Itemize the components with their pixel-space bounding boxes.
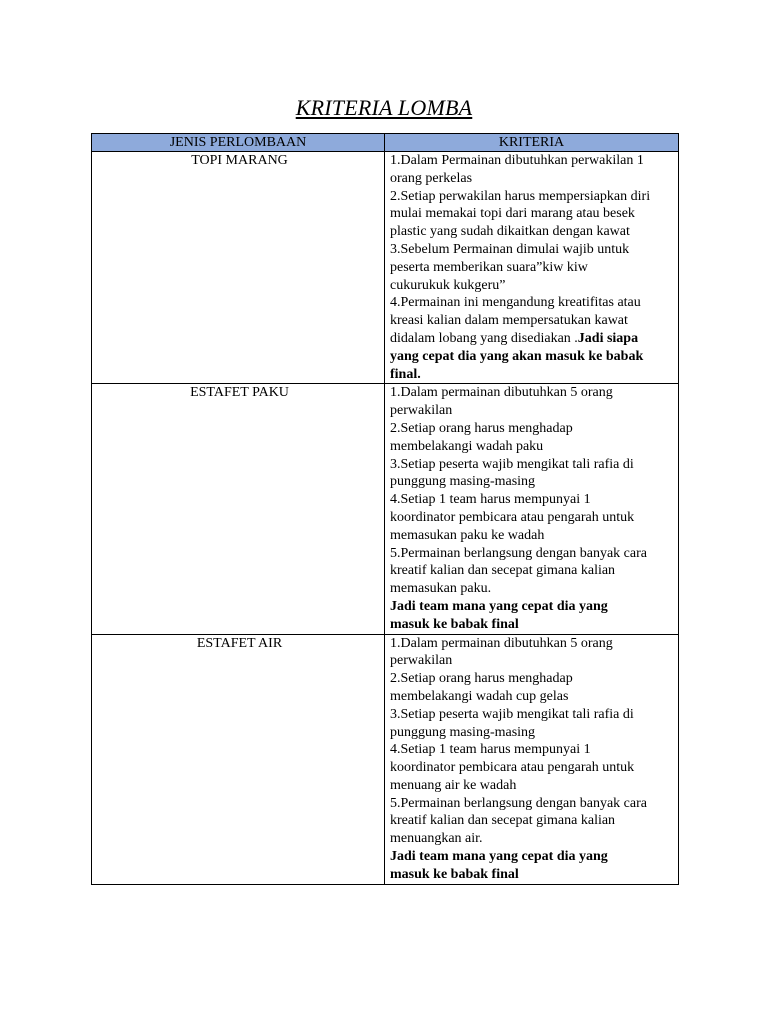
criteria-text: 2.Setiap perwakilan harus mempersiapkan diri xyxy=(390,188,651,204)
criteria-cell xyxy=(385,634,679,884)
criteria-text: 5.Permainan berlangsung dengan banyak cara xyxy=(390,795,647,811)
criteria-line xyxy=(390,259,676,277)
criteria-line xyxy=(390,562,676,580)
column-header-jenis-perlombaan: JENIS PERLOMBAAN xyxy=(92,134,385,152)
criteria-text: 2.Setiap orang harus menghadap xyxy=(390,420,573,436)
criteria-text-bold: yang cepat dia yang akan masuk ke babak xyxy=(390,348,644,364)
criteria-text: 3.Setiap peserta wajib mengikat tali rafia di xyxy=(390,706,634,722)
criteria-line xyxy=(390,527,676,545)
criteria-line xyxy=(390,812,676,830)
criteria-line xyxy=(390,830,676,848)
criteria-line xyxy=(390,277,676,295)
criteria-text: 3.Sebelum Permainan dimulai wajib untuk xyxy=(390,241,630,257)
table-header-row xyxy=(92,134,679,152)
criteria-line xyxy=(390,152,676,170)
criteria-text-bold: Jadi team mana yang cepat dia yang xyxy=(390,849,608,865)
criteria-line xyxy=(390,456,676,474)
criteria-text: orang perkelas xyxy=(390,170,473,186)
criteria-text-bold: masuk ke babak final xyxy=(390,866,519,882)
criteria-text: membelakangi wadah paku xyxy=(390,438,544,454)
criteria-text: 1.Dalam permainan dibutuhkan 5 orang xyxy=(390,635,613,651)
criteria-line xyxy=(390,635,676,653)
criteria-line xyxy=(390,420,676,438)
criteria-line xyxy=(390,598,676,616)
criteria-line xyxy=(390,438,676,456)
criteria-line xyxy=(390,688,676,706)
criteria-text-bold: final. xyxy=(390,366,421,382)
criteria-line xyxy=(390,652,676,670)
criteria-text: memasukan paku. xyxy=(390,581,492,597)
criteria-cell xyxy=(385,384,679,634)
criteria-line xyxy=(390,759,676,777)
criteria-text: menuangkan air. xyxy=(390,831,483,847)
criteria-line xyxy=(390,402,676,420)
page-title: KRITERIA LOMBA xyxy=(295,95,473,120)
criteria-line xyxy=(390,241,676,259)
criteria-text: peserta memberikan suara”kiw kiw xyxy=(390,259,588,275)
criteria-text: 2.Setiap orang harus menghadap xyxy=(390,671,573,687)
criteria-line xyxy=(390,509,676,527)
criteria-line xyxy=(390,312,676,330)
criteria-line xyxy=(390,795,676,813)
criteria-line xyxy=(390,223,676,241)
competition-type-cell: TOPI MARANG xyxy=(92,152,385,384)
criteria-text-bold: masuk ke babak final xyxy=(390,616,519,632)
criteria-text: kreasi kalian dalam mempersatukan kawat xyxy=(390,313,628,329)
criteria-text: didalam lobang yang disediakan . xyxy=(390,330,578,346)
criteria-line xyxy=(390,580,676,598)
criteria-line xyxy=(390,348,676,366)
criteria-text-bold: Jadi team mana yang cepat dia yang xyxy=(390,598,608,614)
criteria-line xyxy=(390,294,676,312)
table-row xyxy=(92,634,679,884)
criteria-text: 4.Setiap 1 team harus mempunyai 1 xyxy=(390,492,591,508)
criteria-line xyxy=(390,866,676,884)
criteria-text-bold: Jadi siapa xyxy=(577,330,639,346)
criteria-line xyxy=(390,741,676,759)
criteria-text: mulai memakai topi dari marang atau besek xyxy=(390,206,635,222)
criteria-text: membelakangi wadah cup gelas xyxy=(390,688,569,704)
criteria-text: 4.Permainan ini mengandung kreatifitas atau xyxy=(390,295,641,311)
criteria-text: 5.Permainan berlangsung dengan banyak cara xyxy=(390,545,647,561)
criteria-text: koordinator pembicara atau pengarah untuk xyxy=(390,509,635,525)
criteria-text: 1.Dalam permainan dibutuhkan 5 orang xyxy=(390,385,613,401)
criteria-text: kreatif kalian dan secepat gimana kalian xyxy=(390,563,616,579)
criteria-line xyxy=(390,670,676,688)
competition-type-cell: ESTAFET PAKU xyxy=(92,384,385,634)
criteria-text: 4.Setiap 1 team harus mempunyai 1 xyxy=(390,742,591,758)
competition-type-cell: ESTAFET AIR xyxy=(92,634,385,884)
criteria-table xyxy=(91,133,679,885)
criteria-line xyxy=(390,616,676,634)
criteria-text: memasukan paku ke wadah xyxy=(390,527,545,543)
criteria-line xyxy=(390,724,676,742)
criteria-line xyxy=(390,330,676,348)
criteria-line xyxy=(390,706,676,724)
criteria-text: punggung masing-masing xyxy=(390,474,536,490)
table-row xyxy=(92,384,679,634)
criteria-line xyxy=(390,473,676,491)
criteria-line xyxy=(390,491,676,509)
criteria-line xyxy=(390,545,676,563)
criteria-cell xyxy=(385,152,679,384)
criteria-line xyxy=(390,777,676,795)
criteria-text: punggung masing-masing xyxy=(390,724,536,740)
criteria-line xyxy=(390,170,676,188)
criteria-text: perwakilan xyxy=(390,653,453,669)
criteria-text: 3.Setiap peserta wajib mengikat tali rafia di xyxy=(390,456,634,472)
criteria-line xyxy=(390,188,676,206)
criteria-line xyxy=(390,366,676,384)
criteria-text: kreatif kalian dan secepat gimana kalian xyxy=(390,813,616,829)
criteria-text: perwakilan xyxy=(390,403,453,419)
criteria-text: menuang air ke wadah xyxy=(390,777,517,793)
table-row xyxy=(92,152,679,384)
criteria-line xyxy=(390,384,676,402)
criteria-line xyxy=(390,848,676,866)
criteria-text: 1.Dalam Permainan dibutuhkan perwakilan 1 xyxy=(390,153,644,168)
criteria-text: koordinator pembicara atau pengarah untuk xyxy=(390,760,635,776)
column-header-kriteria: KRITERIA xyxy=(385,134,679,152)
criteria-text: cukurukuk kukgeru” xyxy=(390,277,506,293)
criteria-text: plastic yang sudah dikaitkan dengan kawat xyxy=(390,224,630,240)
criteria-line xyxy=(390,205,676,223)
table-body xyxy=(92,152,679,885)
